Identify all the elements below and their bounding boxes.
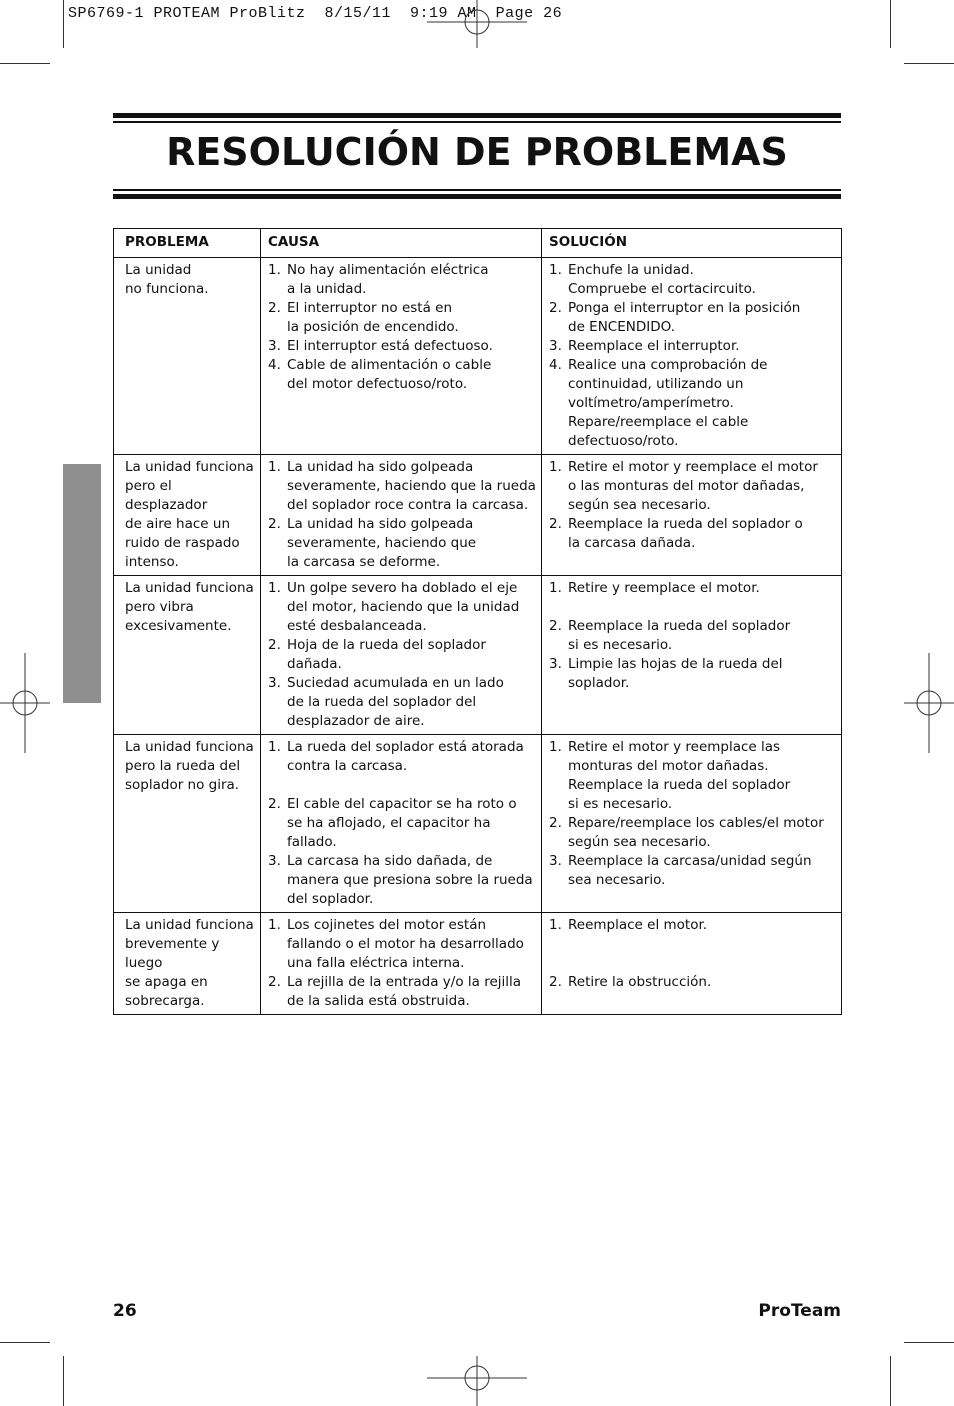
registration-mark-top (427, 0, 527, 48)
solution-item-text: Retire el motor y reemplace las monturas del motor dañadas. Reemplace la rueda del soplador si es necesario. (568, 739, 791, 812)
solution-item-number: 1. (549, 580, 562, 596)
solution-item-text: Reemplace la carcasa/unidad según sea necesario. (568, 853, 812, 888)
header-causa: CAUSA (261, 229, 542, 258)
cause-item-number: 3. (268, 853, 281, 869)
problem-cell (114, 455, 261, 576)
solution-cell (542, 913, 842, 1015)
cause-item (268, 356, 537, 394)
solution-item (549, 261, 837, 299)
solution-item-number: 2. (549, 815, 562, 831)
solution-item (549, 655, 837, 693)
problem-cell (114, 913, 261, 1015)
crop-mark-top-left-v (63, 0, 64, 48)
solution-item-number: 1. (549, 739, 562, 755)
problem-text: La unidad no funciona. (125, 262, 209, 297)
solution-item-number: 2. (549, 516, 562, 532)
cause-item-text: Suciedad acumulada en un lado de la rueda del soplador del desplazador de aire. (287, 675, 504, 729)
cause-item-number: 3. (268, 675, 281, 691)
cause-item-number: 1. (268, 917, 281, 933)
cause-cell (261, 258, 542, 455)
cause-item (268, 299, 537, 337)
solution-item (549, 356, 837, 451)
cause-list (268, 458, 537, 572)
cause-item-text: Cable de alimentación o cable del motor defectuoso/roto. (287, 357, 492, 392)
problem-text: La unidad funciona pero la rueda del soplador no gira. (125, 739, 254, 793)
cause-cell (261, 576, 542, 735)
cause-list (268, 579, 537, 731)
registration-mark-bottom (427, 1356, 527, 1406)
title-rule-bottom-thick (113, 194, 841, 199)
table-row (114, 258, 842, 455)
cause-item (268, 973, 537, 1011)
registration-mark-left (0, 653, 50, 753)
solution-item-number: 3. (549, 853, 562, 869)
solution-item-text: Limpie las hojas de la rueda del soplador. (568, 656, 783, 691)
cause-list (268, 916, 537, 1011)
crop-mark-top-right-h (904, 63, 954, 64)
solution-item-number: 4. (549, 357, 562, 373)
cause-item (268, 337, 537, 356)
cause-item-number: 2. (268, 516, 281, 532)
solution-item-text: Reemplace el interruptor. (568, 338, 740, 354)
solution-item (549, 458, 837, 515)
solution-item-number: 2. (549, 974, 562, 990)
cause-cell (261, 455, 542, 576)
problem-cell (114, 735, 261, 913)
side-section-tab (63, 464, 101, 703)
solution-item (549, 814, 837, 852)
registration-mark-right (904, 653, 954, 753)
solution-item (549, 337, 837, 356)
cause-item-number: 1. (268, 459, 281, 475)
table-row (114, 913, 842, 1015)
cause-list (268, 738, 537, 909)
cause-list (268, 261, 537, 394)
solution-item-text: Retire y reemplace el motor. (568, 580, 760, 596)
crop-mark-top-right-v (890, 0, 891, 48)
cause-cell (261, 735, 542, 913)
solution-cell (542, 455, 842, 576)
cause-item-text: La unidad ha sido golpeada severamente, haciendo que la rueda del soplador roce contra la carcasa. (287, 459, 536, 513)
page-number: 26 (113, 1301, 137, 1321)
cause-item-text: Los cojinetes del motor están fallando o el motor ha desarrollado una falla eléctrica interna. (287, 917, 524, 971)
cause-item-text: La rueda del soplador está atorada contra la carcasa. (287, 739, 524, 774)
solution-item-text: Reemplace el motor. (568, 917, 708, 933)
troubleshooting-table (113, 228, 842, 1015)
table-row (114, 576, 842, 735)
solution-item (549, 738, 837, 814)
crop-mark-bottom-left-h (0, 1342, 50, 1343)
crop-mark-bottom-right-v (890, 1356, 891, 1406)
solution-cell (542, 735, 842, 913)
solution-item (549, 617, 837, 655)
cause-item-number: 4. (268, 357, 281, 373)
cause-item-number: 2. (268, 974, 281, 990)
solution-list (549, 261, 837, 451)
solution-list (549, 916, 837, 992)
table-header-row (114, 229, 842, 258)
solution-cell (542, 258, 842, 455)
cause-item (268, 515, 537, 572)
solution-cell (542, 576, 842, 735)
cause-item-number: 1. (268, 262, 281, 278)
cause-item-number: 2. (268, 796, 281, 812)
cause-item (268, 738, 537, 795)
cause-item-number: 3. (268, 338, 281, 354)
solution-item (549, 852, 837, 890)
cause-item (268, 674, 537, 731)
cause-cell (261, 913, 542, 1015)
crop-mark-bottom-right-h (904, 1342, 954, 1343)
cause-item (268, 852, 537, 909)
solution-item (549, 916, 837, 973)
solution-item-text: Retire la obstrucción. (568, 974, 712, 990)
solution-list (549, 738, 837, 890)
cause-item-text: No hay alimentación eléctrica a la unidad. (287, 262, 489, 297)
solution-item-text: Repare/reemplace los cables/el motor según sea necesario. (568, 815, 824, 850)
problem-cell (114, 258, 261, 455)
cause-item (268, 261, 537, 299)
table-row (114, 735, 842, 913)
solution-item (549, 299, 837, 337)
title-rule-top-thin (113, 121, 841, 123)
cause-item-number: 2. (268, 637, 281, 653)
solution-item-number: 2. (549, 300, 562, 316)
cause-item (268, 795, 537, 852)
header-problema: PROBLEMA (114, 229, 261, 258)
cause-item-text: Hoja de la rueda del soplador dañada. (287, 637, 486, 672)
cause-item-text: El interruptor está defectuoso. (287, 338, 493, 354)
cause-item-number: 2. (268, 300, 281, 316)
header-solucion: SOLUCIÓN (542, 229, 842, 258)
cause-item-text: El cable del capacitor se ha roto o se ha aflojado, el capacitor ha fallado. (287, 796, 517, 850)
solution-item-text: Realice una comprobación de continuidad, utilizando un voltímetro/amperímetro. Repare/reemplace el cable defectuoso/roto. (568, 357, 768, 449)
solution-item (549, 973, 837, 992)
crop-mark-top-left-h (0, 63, 50, 64)
solution-item-number: 3. (549, 656, 562, 672)
cause-item-number: 1. (268, 739, 281, 755)
cause-item (268, 579, 537, 636)
solution-list (549, 579, 837, 693)
cause-item-text: La unidad ha sido golpeada severamente, haciendo que la carcasa se deforme. (287, 516, 477, 570)
solution-item (549, 579, 837, 617)
problem-text: La unidad funciona pero vibra excesivamente. (125, 580, 254, 634)
solution-item-number: 3. (549, 338, 562, 354)
table-body (114, 258, 842, 1015)
footer-brand: ProTeam (758, 1301, 841, 1321)
cause-item-text: La rejilla de la entrada y/o la rejilla de la salida está obstruida. (287, 974, 522, 1009)
problem-text: La unidad funciona brevemente y luego se apaga en sobrecarga. (125, 917, 254, 1009)
solution-item-number: 1. (549, 262, 562, 278)
problem-cell (114, 576, 261, 735)
table-row (114, 455, 842, 576)
solution-item-number: 2. (549, 618, 562, 634)
cause-item (268, 916, 537, 973)
title-rule-bottom-thin (113, 189, 841, 191)
solution-item-text: Ponga el interruptor en la posición de ENCENDIDO. (568, 300, 801, 335)
solution-item (549, 515, 837, 553)
page-title: RESOLUCIÓN DE PROBLEMAS (166, 130, 788, 174)
problem-text: La unidad funciona pero el desplazador de aire hace un ruido de raspado intenso. (125, 459, 254, 570)
solution-list (549, 458, 837, 553)
cause-item-text: Un golpe severo ha doblado el eje del motor, haciendo que la unidad esté desbalanceada. (287, 580, 520, 634)
crop-mark-bottom-left-v (63, 1356, 64, 1406)
cause-item-text: La carcasa ha sido dañada, de manera que presiona sobre la rueda del soplador. (287, 853, 533, 907)
solution-item-number: 1. (549, 459, 562, 475)
title-rule-top-thick (113, 113, 841, 118)
cause-item (268, 458, 537, 515)
solution-item-number: 1. (549, 917, 562, 933)
solution-item-text: Reemplace la rueda del soplador o la carcasa dañada. (568, 516, 803, 551)
cause-item-number: 1. (268, 580, 281, 596)
cause-item-text: El interruptor no está en la posición de encendido. (287, 300, 459, 335)
cause-item (268, 636, 537, 674)
solution-item-text: Retire el motor y reemplace el motor o las monturas del motor dañadas, según sea necesario. (568, 459, 818, 513)
solution-item-text: Enchufe la unidad. Compruebe el cortacircuito. (568, 262, 756, 297)
print-slug: SP6769-1 PROTEAM ProBlitz 8/15/11 9:19 AM Page 26 (68, 5, 563, 22)
solution-item-text: Reemplace la rueda del soplador si es necesario. (568, 618, 791, 653)
